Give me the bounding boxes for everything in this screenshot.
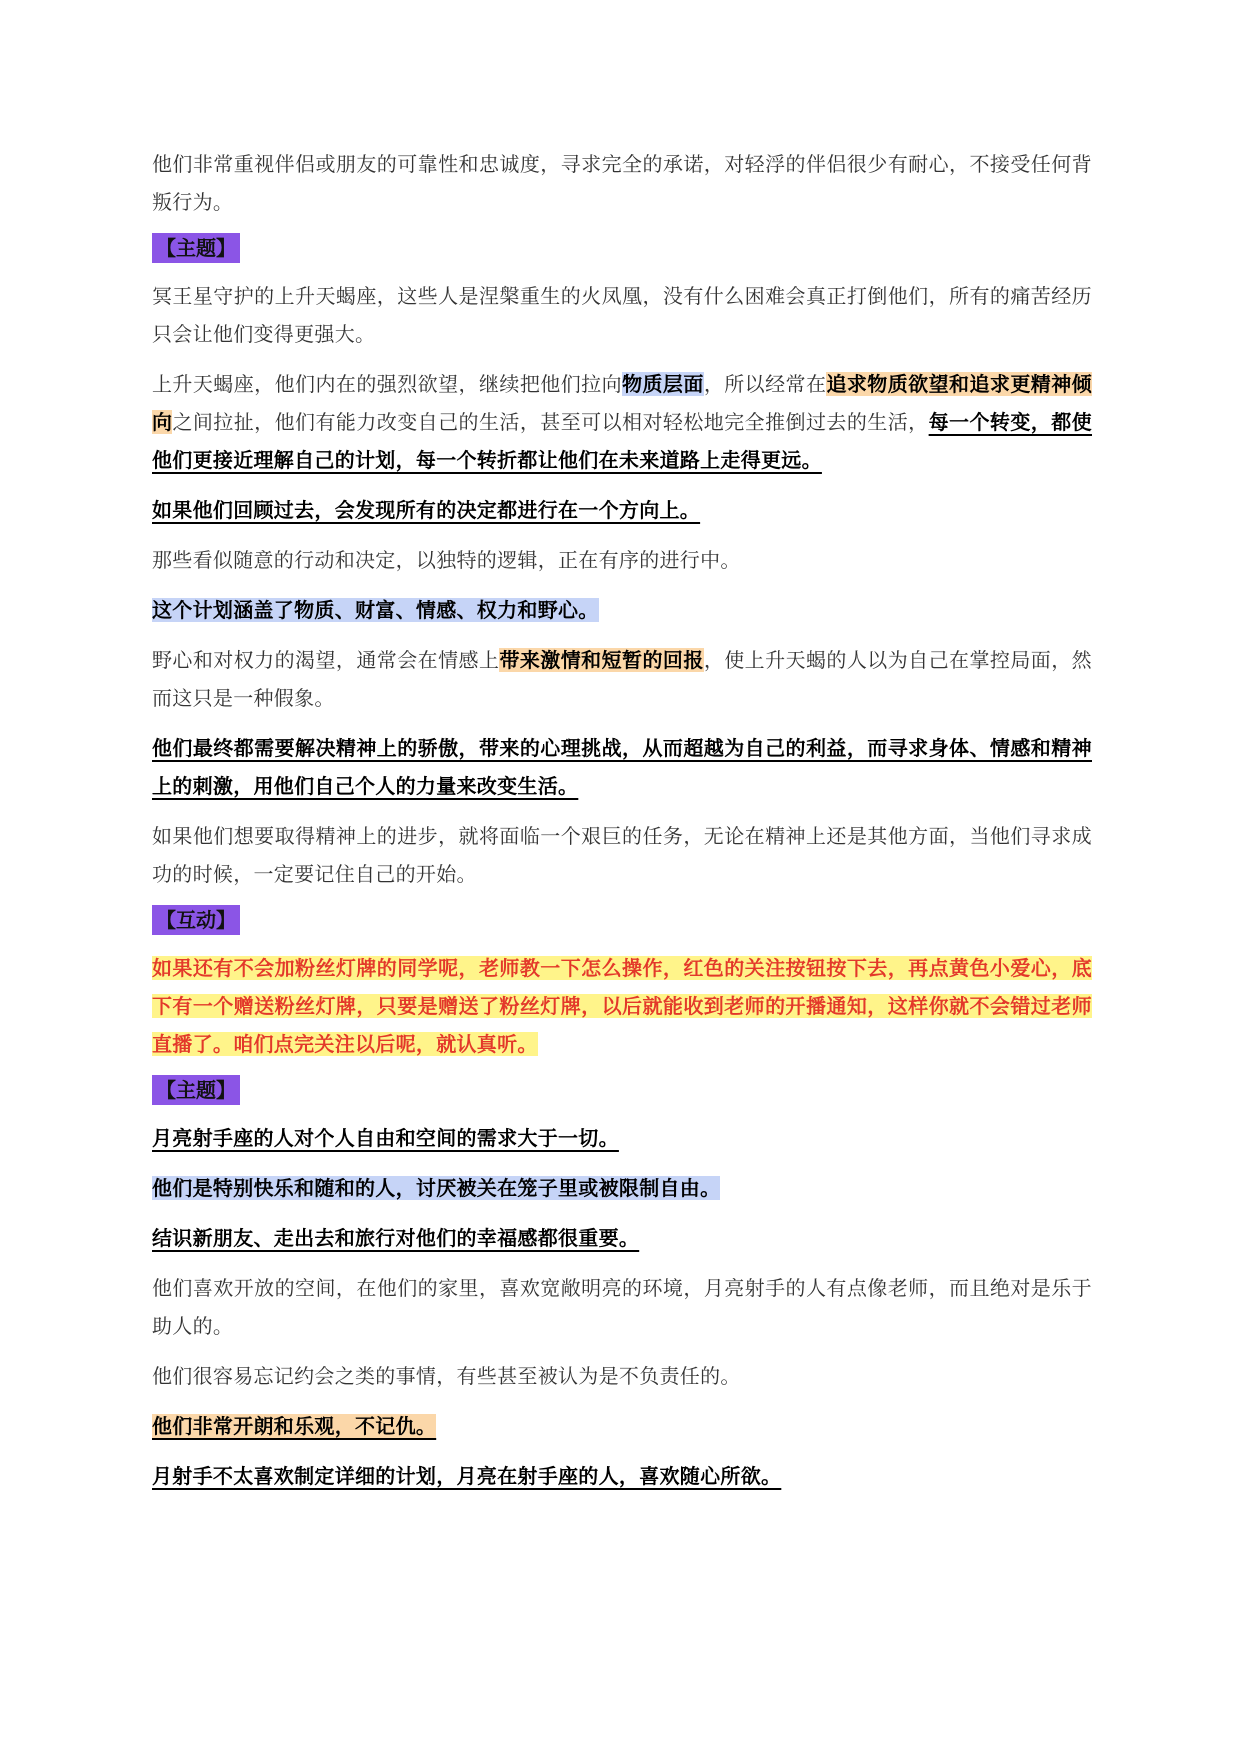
highlight-pursuit: 追求物质欲望和追求更精神倾向 [152, 372, 1092, 434]
paragraph-pluto-scorpio: 冥王星守护的上升天蝎座，这些人是涅槃重生的火凤凰，没有什么困难会真正打倒他们，所有的痛苦经历只会让他们变得更强大。 [152, 284, 1092, 346]
section-tag-interact: 【互动】 [152, 905, 240, 935]
text-run: 之间拉扯，他们有能力改变自己的生活，甚至可以相对轻松地完全推倒过去的生活， [172, 410, 929, 434]
paragraph-open-space: 他们喜欢开放的空间，在他们的家里，喜欢宽敞明亮的环境，月亮射手的人有点像老师，而且绝对是乐于助人的。 [152, 1276, 1092, 1338]
text-run: 上升天蝎座，他们内在的强烈欲望，继续把他们拉向 [152, 372, 623, 396]
highlight-plan: 这个计划涵盖了物质、财富、情感、权力和野心。 [152, 598, 599, 622]
paragraph-looking-back [152, 491, 1092, 529]
paragraph-no-plans [152, 1457, 1092, 1495]
text-run: ，所以经常在 [703, 372, 827, 396]
section-tag-theme: 【主题】 [152, 233, 240, 263]
document-page [152, 145, 1092, 1507]
highlight-passion: 带来激情和短暂的回报 [499, 648, 704, 672]
underlined-text: 他们最终都需要解决精神上的骄傲，带来的心理挑战，从而超越为自己的利益，而寻求身体、情感和精神上的刺激，用他们自己个人的力量来改变生活。 [152, 736, 1092, 798]
underlined-transform: 每一个转变，都使他们更接近理解自己的计划，每一个转折都让他们在未来道路上走得更远。 [152, 410, 1092, 472]
text-run: ，使上升天蝎的人以为自己在掌控局面，然而这只是一种假象。 [152, 648, 1092, 710]
underlined-text: 月射手不太喜欢制定详细的计划，月亮在射手座的人，喜欢随心所欲。 [152, 1464, 782, 1488]
paragraph-friends-travel [152, 1219, 1092, 1257]
underlined-text: 月亮射手座的人对个人自由和空间的需求大于一切。 [152, 1126, 619, 1150]
paragraph-forget-dates: 他们很容易忘记约会之类的事情，有些甚至被认为是不负责任的。 [152, 1364, 741, 1388]
paragraph-plan-covers [152, 591, 1092, 629]
highlight-optimistic: 他们非常开朗和乐观，不记仇。 [152, 1414, 437, 1438]
highlight-material: 物质层面 [622, 372, 704, 396]
paragraph-spiritual-pride [152, 729, 1092, 805]
paragraph-ambition [152, 641, 1092, 717]
paragraph-spiritual-progress: 如果他们想要取得精神上的进步，就将面临一个艰巨的任务，无论在精神上还是其他方面，当他们寻求成功的时候，一定要记住自己的开始。 [152, 824, 1092, 886]
underlined-text: 如果他们回顾过去，会发现所有的决定都进行在一个方向上。 [152, 498, 701, 522]
paragraph-moon-sagittarius [152, 1119, 1092, 1157]
paragraph-random-actions: 那些看似随意的行动和决定，以独特的逻辑，正在有序的进行中。 [152, 548, 741, 572]
highlight-happy: 他们是特别快乐和随和的人，讨厌被关在笼子里或被限制自由。 [152, 1176, 721, 1200]
paragraph-loyalty: 他们非常重视伴侣或朋友的可靠性和忠诚度，寻求完全的承诺，对轻浮的伴侣很少有耐心，不接受任何背叛行为。 [152, 152, 1092, 214]
underlined-text: 结识新朋友、走出去和旅行对他们的幸福感都很重要。 [152, 1226, 640, 1250]
paragraph-optimistic [152, 1407, 1092, 1445]
paragraph-interaction [152, 949, 1092, 1063]
text-run: 野心和对权力的渴望，通常会在情感上 [152, 648, 500, 672]
section-tag-theme: 【主题】 [152, 1075, 240, 1105]
highlight-interaction: 如果还有不会加粉丝灯牌的同学呢，老师教一下怎么操作，红色的关注按钮按下去，再点黄色小爱心，底下有一个赠送粉丝灯牌，只要是赠送了粉丝灯牌，以后就能收到老师的开播通知，这样你就不会错过老师直播了。咱们点完关注以后呢，就认真听。 [152, 956, 1092, 1056]
paragraph-happy [152, 1169, 1092, 1207]
paragraph-scorpio-desire [152, 365, 1092, 479]
